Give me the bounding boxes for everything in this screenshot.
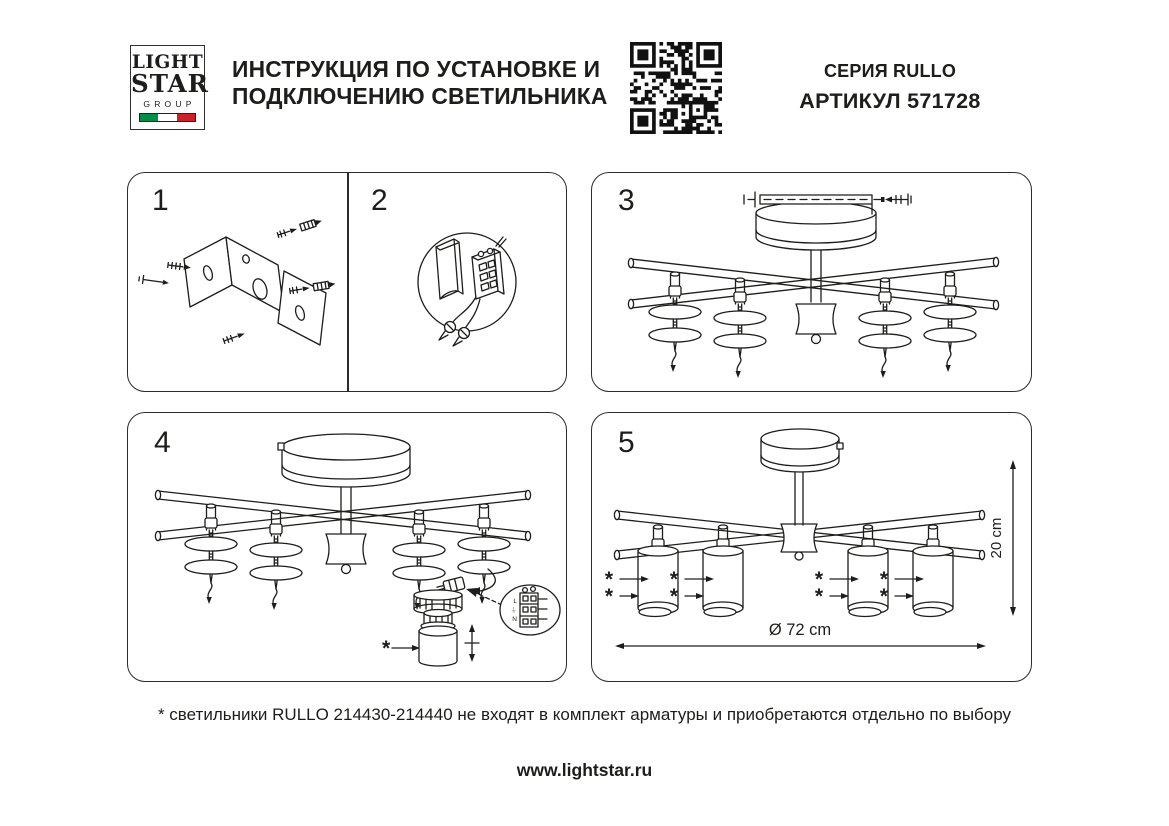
central-hub	[781, 524, 817, 560]
italy-flag-bar	[139, 113, 196, 122]
svg-text:*: *	[879, 568, 889, 591]
qr-code	[630, 42, 722, 134]
logo-star: STAR	[131, 69, 209, 98]
series-label: СЕРИЯ RULLO	[823, 61, 957, 81]
lamp-socket	[414, 590, 462, 630]
panel-2-diagram	[348, 173, 568, 393]
lamp-holder	[458, 504, 510, 604]
mounting-screw	[223, 331, 246, 344]
footnote: * светильники RULLO 214430-214440 не входят в комплект арматуры и приобретаются отдельно по выбору	[157, 705, 1012, 724]
logo-light: LIGHT	[131, 52, 204, 73]
lightstar-logo	[130, 45, 209, 130]
central-hub	[796, 304, 836, 344]
lamp-cylinder	[419, 626, 457, 666]
svg-text:*: *	[604, 585, 614, 608]
panel-1-diagram	[128, 173, 348, 393]
height-label: 20 cm	[988, 517, 1005, 559]
page-title	[232, 56, 608, 110]
ceiling-canopy	[756, 202, 876, 250]
panel-5-box	[591, 412, 1032, 682]
wires-and-screws	[439, 297, 480, 346]
central-hub	[326, 534, 366, 574]
panel-3-box	[591, 172, 1032, 392]
svg-text:*: *	[669, 585, 679, 608]
panel-3-number: 3	[618, 184, 635, 217]
product-info	[765, 61, 1015, 114]
cylinder-shade	[913, 525, 953, 617]
panel-1-2-box	[127, 172, 567, 392]
title-line-2: ПОДКЛЮЧЕНИЮ СВЕТИЛЬНИКА	[232, 83, 608, 109]
lamp-holder	[859, 278, 911, 378]
diameter-label: Ø 72 cm	[768, 621, 832, 639]
lamp-holder	[924, 272, 976, 372]
title-line-1: ИНСТРУКЦИЯ ПО УСТАНОВКЕ И	[232, 56, 601, 82]
panel-2-number: 2	[371, 184, 388, 217]
terminal-label-n: N	[512, 616, 517, 623]
lamp-holder	[185, 504, 237, 604]
move-direction-icon	[465, 624, 479, 662]
panel-4-number: 4	[154, 426, 171, 459]
svg-text:*: *	[604, 568, 614, 591]
asterisk-marker: *	[382, 637, 391, 660]
svg-text:*: *	[814, 568, 824, 591]
screw-icon	[139, 275, 170, 287]
lamp-holder	[649, 272, 701, 372]
height-dimension	[988, 460, 1016, 616]
ceiling-canopy	[278, 434, 410, 487]
ceiling-canopy	[761, 429, 843, 472]
panel-4-box	[127, 412, 567, 682]
ceiling-plate	[436, 239, 463, 299]
logo-group: GROUP	[143, 99, 196, 109]
cylinder-shade	[703, 525, 743, 617]
article-label: АРТИКУЛ 571728	[799, 89, 981, 113]
svg-text:*: *	[879, 585, 889, 608]
panel-5-number: 5	[618, 426, 635, 459]
diameter-dimension	[615, 621, 986, 649]
panel-3-diagram	[592, 173, 1033, 393]
terminal-label-earth: ⏚	[510, 607, 517, 614]
terminal-label-l: L	[513, 598, 517, 605]
stem	[791, 465, 807, 525]
terminal-detail	[466, 585, 560, 635]
panel-4-diagram	[128, 413, 568, 683]
cross-arms	[628, 257, 998, 309]
screw-icon	[885, 194, 911, 205]
svg-text:*: *	[814, 585, 824, 608]
dowel-anchor	[277, 217, 323, 238]
lamp-pointer	[382, 637, 420, 660]
wall-bracket	[184, 237, 326, 345]
panel-1-number: 1	[152, 184, 169, 217]
website-url: www.lightstar.ru	[516, 760, 653, 780]
panel-5-diagram	[592, 413, 1033, 683]
svg-text:*: *	[669, 568, 679, 591]
